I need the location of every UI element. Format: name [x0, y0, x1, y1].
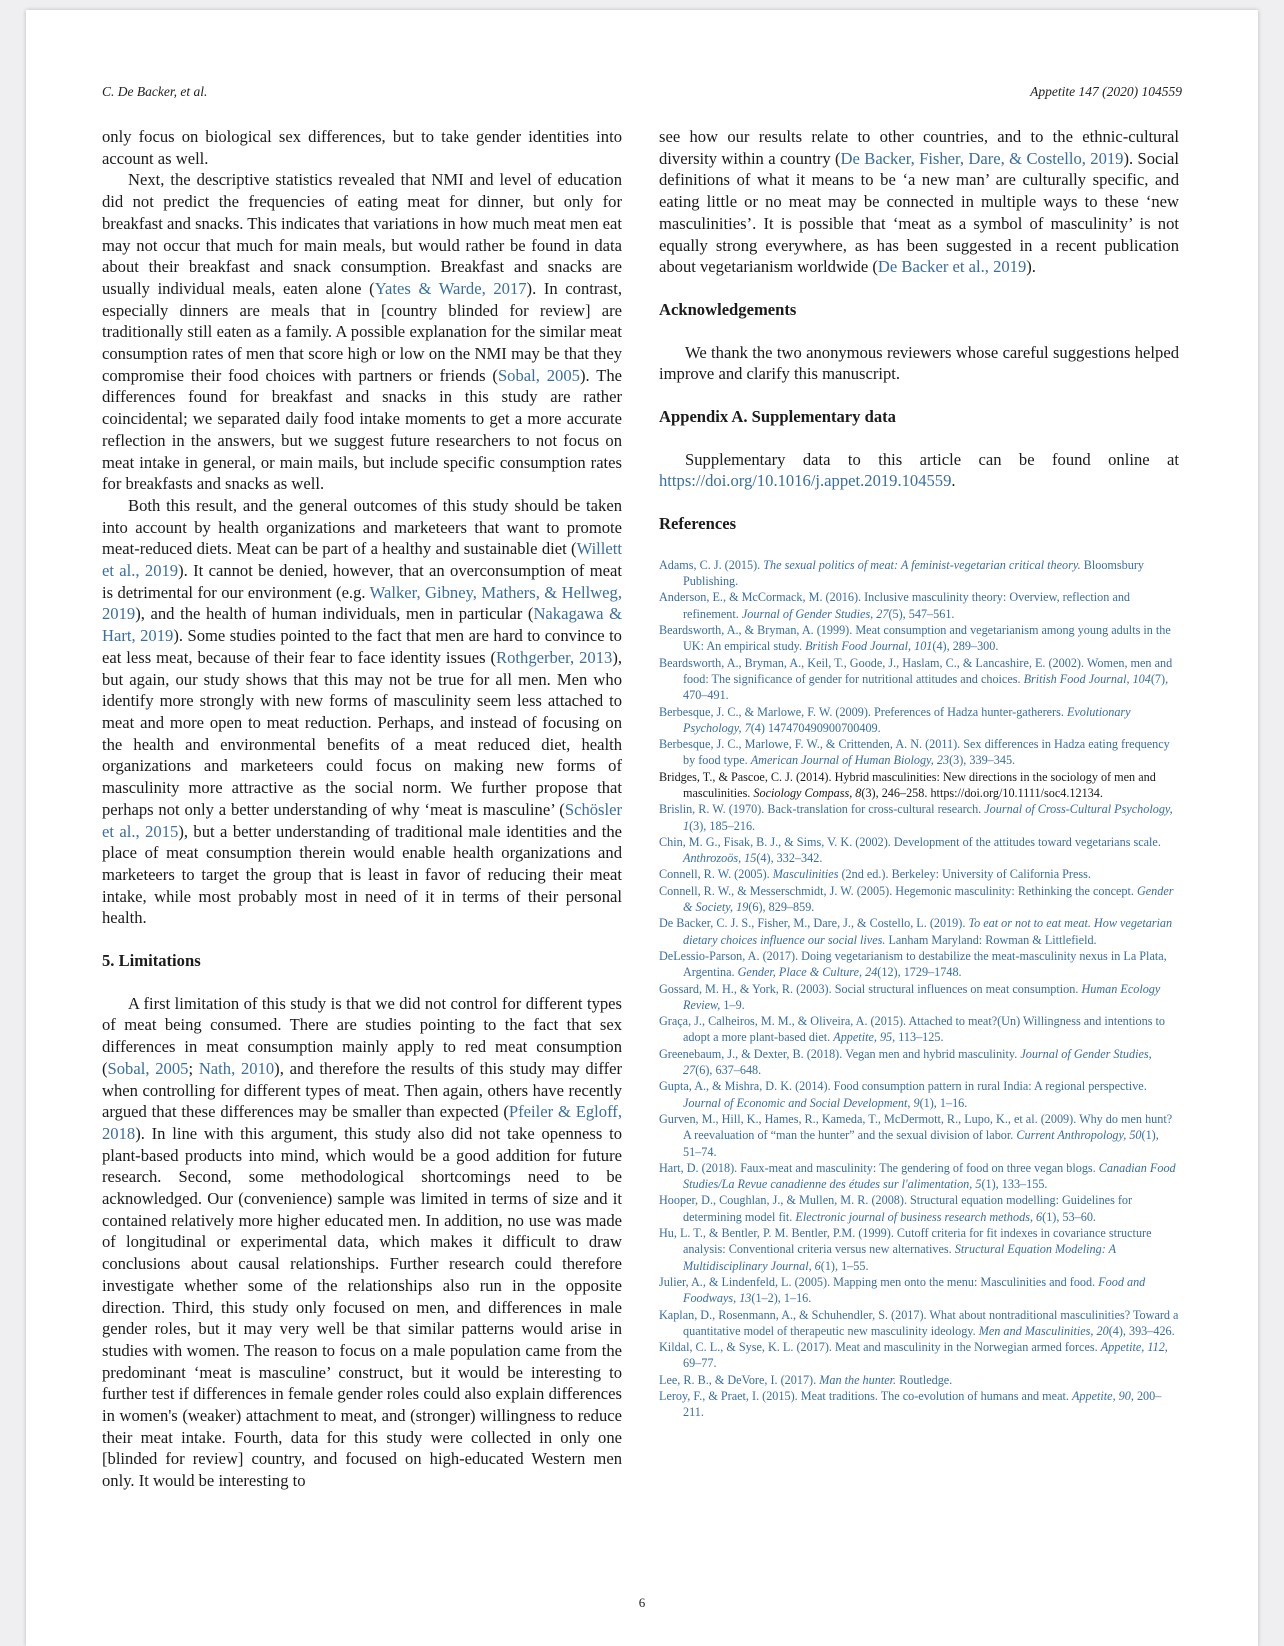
right-column — [659, 126, 1179, 1421]
citation-link[interactable]: Walker, Gibney, Mathers, & Hellweg, 2019 — [102, 582, 622, 624]
paper-page — [26, 10, 1258, 1646]
reference-item[interactable]: DeLessio-Parson, A. (2017). Doing vegetarianism to destabilize the meat-masculinity nexus in La Plata, Argentina. Gender, Place & Culture, 24(12), 1729–1748. — [659, 948, 1167, 980]
reference-item[interactable]: Chin, M. G., Fisak, B. J., & Sims, V. K. (2002). Development of the attitudes toward vegetarians scale. Anthrozoös, 15(4), 332–342. — [659, 834, 1161, 866]
reference-item[interactable]: Julier, A., & Lindenfeld, L. (2005). Mapping men onto the menu: Masculinities and food. Food and Foodways, 13(1–2), 1–16. — [659, 1274, 1146, 1306]
paragraph: Both this result, and the general outcomes of this study should be taken into account by health organizations and marketeers that want to promote meat-reduced diets. Meat can be part of a healthy and sustainable diet (Willett et al., 2019). It cannot be denied, however, that an overconsumption of meat is detrimental for our environment (e.g. Walker, Gibney, Mathers, & Hellweg, 2019), and the health of human individuals, men in particular (Nakagawa & Hart, 2019). Some studies pointed to the fact that men are hard to convince to eat less meat, because of their fear to face identity issues (Rothgerber, 2013), but again, our study shows that this may not be true for all men. Men who identify more strongly with new forms of masculinity seem less attached to meat and more open to meat reduction. Perhaps, and instead of focusing on the health and environmental benefits of a meat reduced diet, health organizations and marketeers could focus on making new forms of masculinity more attractive as the social norm. We further propose that perhaps not only a better understanding of why ‘meat is masculine’ (Schösler et al., 2015), but a better understanding of traditional male identities and the place of meat consumption therein would enable health organizations and marketeers to target the group that is least in favor of reducing their meat intake, while most probably most in need of it in terms of their personal health. — [102, 495, 623, 928]
citation-link[interactable]: De Backer et al., 2019 — [877, 257, 1027, 277]
running-head-authors: C. De Backer, et al. — [102, 84, 208, 99]
reference-item[interactable]: Berbesque, J. C., Marlowe, F. W., & Crittenden, A. N. (2011). Sex differences in Hadza eating frequency by food type. American Journal of Human Biology, 23(3), 339–345. — [659, 737, 1170, 768]
citation-link[interactable]: Sobal, 2005 — [107, 1058, 189, 1078]
reference-list — [659, 557, 1179, 1421]
citation-link[interactable]: Pfeiler & Egloff, 2018 — [102, 1102, 622, 1143]
citation-link[interactable]: Yates & Warde, 2017 — [374, 278, 527, 298]
reference-item[interactable]: Connell, R. W. (2005). Masculinities (2nd ed.). Berkeley: University of California Press. — [659, 867, 1091, 882]
reference-item[interactable]: Beardsworth, A., Bryman, A., Keil, T., Goode, J., Haslam, C., & Lancashire, E. (2002). Women, men and food: The significance of gender for nutritional attitudes and choices. British Food Journal, 104(7), 470–491. — [659, 655, 1173, 703]
reference-item[interactable]: Graça, J., Calheiros, M. M., & Oliveira, A. (2015). Attached to meat?(Un) Willingness and intentions to adopt a more plant-based diet. Appetite, 95, 113–125. — [659, 1014, 1165, 1045]
reference-item[interactable]: Hart, D. (2018). Faux-meat and masculinity: The gendering of food on three vegan blogs. Canadian Food Studies/La Revue canadienne des études sur l'alimentation, 5(1), 133–155. — [659, 1160, 1176, 1192]
section-heading-appendix: Appendix A. Supplementary data — [659, 407, 896, 427]
reference-item[interactable]: Kaplan, D., Rosenmann, A., & Schuhendler, S. (2017). What about nontraditional masculinities? Toward a quantitative model of therapeutic new masculinity ideology. Men and Masculinities, 20(4), 393–426. — [659, 1307, 1179, 1338]
section-heading-limitations: 5. Limitations — [102, 951, 201, 971]
section-heading-acknowledgements: Acknowledgements — [659, 299, 797, 319]
reference-item[interactable]: Hu, L. T., & Bentler, P. M. Bentler, P.M. (1999). Cutoff criteria for fit indexes in covariance structure analysis: Conventional criteria versus new alternatives. Structural Equation Modeling: A Multidisciplinary Journal, 6(1), 1–55. — [659, 1226, 1152, 1273]
reference-item[interactable]: Gupta, A., & Mishra, D. K. (2014). Food consumption pattern in rural India: A regional perspective. Journal of Economic and Social Development, 9(1), 1–16. — [659, 1079, 1147, 1110]
reference-item[interactable]: Lee, R. B., & DeVore, I. (2017). Man the hunter. Routledge. — [659, 1372, 953, 1387]
reference-item[interactable]: Kildal, C. L., & Syse, K. L. (2017). Meat and masculinity in the Norwegian armed forces. Appetite, 112, 69–77. — [659, 1340, 1168, 1371]
citation-link[interactable]: Schösler et al., 2015 — [102, 799, 622, 841]
acknowledgements-text: We thank the two anonymous reviewers whose careful suggestions helped improve and clarify this manuscript. — [659, 342, 1179, 384]
paragraph: A first limitation of this study is that we did not control for different types of meat being consumed. There are studies pointing to the fact that sex differences in meat consumption mainly apply to red meat consumption (Sobal, 2005; Nath, 2010), and therefore the results of this study may differ when controlling for different types of meat. Then again, others have recently argued that these differences may be smaller than expected (Pfeiler & Egloff, 2018). In line with this argument, this study also did not take openness to plant-based products into mind, which would be a good addition for future research. Second, some methodological shortcomings need to be acknowledged. Our (convenience) sample was limited in terms of size and it contained relatively more higher educated men. In addition, no use was made of longitudinal or experimental data, which makes it difficult to draw conclusions about causal relationships. Further research could therefore investigate whether some of the relationships also run in the opposite direction. Third, this study only focused on men, and differences in male gender roles, but it may very well be that similar patterns would arise in studies with women. The reason to focus on a male population came from the predominant ‘meat is masculine’ construct, but it would be interesting to further test if differences in female gender roles could also explain differences in women's (weaker) attachment to meat, and (stronger) willingness to reduce their meat intake. Fourth, data for this study were collected in only one [blinded for review] country, and focused on high-educated Western men only. It would be interesting to — [102, 993, 622, 1491]
reference-item[interactable]: Beardsworth, A., & Bryman, A. (1999). Meat consumption and vegetarianism among young adults in the UK: An empirical study. British Food Journal, 101(4), 289–300. — [659, 623, 1171, 654]
paragraph: only focus on biological sex differences, but to take gender identities into account as well. — [102, 127, 622, 168]
citation-link[interactable]: Sobal, 2005 — [497, 365, 580, 385]
reference-item[interactable]: Leroy, F., & Praet, I. (2015). Meat traditions. The co-evolution of humans and meat. Appetite, 90, 200–211. — [659, 1388, 1162, 1420]
left-column — [102, 126, 622, 1492]
paragraph: Next, the descriptive statistics revealed that NMI and level of education did not predict the frequencies of eating meat for dinner, but only for breakfast and snacks. This indicates that variations in how much meat men eat may not occur that much for main meals, but would rather be found in data about their breakfast and snack consumption. Breakfast and snacks are usually individual meals, eaten alone (Yates & Warde, 2017). In contrast, especially dinners are meals that in [country blinded for review] are traditionally still eaten as a family. A possible explanation for the similar meat consumption rates of men that score high or low on the NMI may be that they compromise their food choices with partners or friends (Sobal, 2005). The differences found for breakfast and snacks in this study are rather coincidental; we separated daily food intake moments to get a more accurate reflection in the answers, but we suggest future researchers to not focus on meat intake in general, or main mails, but include specific consumption rates for breakfasts and snacks as well. — [102, 170, 622, 494]
citation-link[interactable]: Willett et al., 2019 — [102, 539, 622, 581]
reference-item[interactable]: Anderson, E., & McCormack, M. (2016). Inclusive masculinity theory: Overview, reflection and refinement. Journal of Gender Studies, 27(5), 547–561. — [659, 590, 1131, 621]
running-head-journal: Appetite 147 (2020) 104559 — [1030, 84, 1182, 99]
citation-link[interactable]: Nakagawa & Hart, 2019 — [102, 604, 622, 646]
section-heading-references: References — [659, 514, 737, 534]
citation-link[interactable]: Nath, 2010 — [198, 1058, 275, 1078]
reference-item[interactable]: Hooper, D., Coughlan, J., & Mullen, M. R. (2008). Structural equation modelling: Guidelines for determining model fit. Electronic journal of business research methods, 6(1), 53–60. — [659, 1193, 1133, 1224]
citation-link[interactable]: Rothgerber, 2013 — [496, 647, 613, 667]
reference-item[interactable]: Greenebaum, J., & Dexter, B. (2018). Vegan men and hybrid masculinity. Journal of Gender Studies, 27(6), 637–648. — [659, 1046, 1152, 1078]
doi-link[interactable]: https://doi.org/10.1016/j.appet.2019.104559 — [659, 471, 952, 491]
reference-item[interactable]: Bridges, T., & Pascoe, C. J. (2014). Hybrid masculinities: New directions in the sociology of men and masculinities. Sociology Compass, 8(3), 246–258. https://doi.org/10.1111/soc4.12134. — [659, 769, 1156, 800]
appendix-text: Supplementary data to this article can be found online at https://doi.org/10.1016/j.appet.2019.104559. — [659, 449, 1179, 491]
reference-item[interactable]: Gossard, M. H., & York, R. (2003). Social structural influences on meat consumption. Human Ecology Review, 1–9. — [659, 981, 1161, 1012]
reference-item[interactable]: Gurven, M., Hill, K., Hames, R., Kameda, T., McDermott, R., Lupo, K., et al. (2009). Why do men hunt? A reevaluation of “man the hunter” and the sexual division of labor. Current Anthropology, 50(1), 51–74. — [659, 1111, 1173, 1159]
paragraph: see how our results relate to other countries, and to the ethnic-cultural diversity within a country (De Backer, Fisher, Dare, & Costello, 2019). Social definitions of what it means to be ‘a new man’ are culturally specific, and eating little or no meat may be connected in multiple ways to these ‘new masculinities’. It is possible that ‘meat as a symbol of masculinity’ is not equally strong everywhere, as has been suggested in a recent publication about vegetarianism worldwide (De Backer et al., 2019). — [659, 127, 1179, 277]
reference-item[interactable]: Connell, R. W., & Messerschmidt, J. W. (2005). Hegemonic masculinity: Rethinking the concept. Gender & Society, 19(6), 829–859. — [659, 883, 1174, 915]
reference-item[interactable]: De Backer, C. J. S., Fisher, M., Dare, J., & Costello, L. (2019). To eat or not to eat meat. How vegetarian dietary choices influence our social lives. Lanham Maryland: Rowman & Littlefield. — [659, 916, 1173, 947]
reference-item[interactable]: Berbesque, J. C., & Marlowe, F. W. (2009). Preferences of Hadza hunter-gatherers. Evolutionary Psychology, 7(4) 147470490900700409. — [659, 704, 1131, 735]
page-number: 6 — [638, 1595, 646, 1610]
citation-link[interactable]: De Backer, Fisher, Dare, & Costello, 2019 — [840, 148, 1124, 168]
reference-item[interactable]: Adams, C. J. (2015). The sexual politics of meat: A feminist-vegetarian critical theory. Bloomsbury Publishing. — [659, 557, 1144, 589]
reference-item[interactable]: Brislin, R. W. (1970). Back-translation for cross-cultural research. Journal of Cross-Cultural Psychology, 1(3), 185–216. — [659, 802, 1173, 833]
